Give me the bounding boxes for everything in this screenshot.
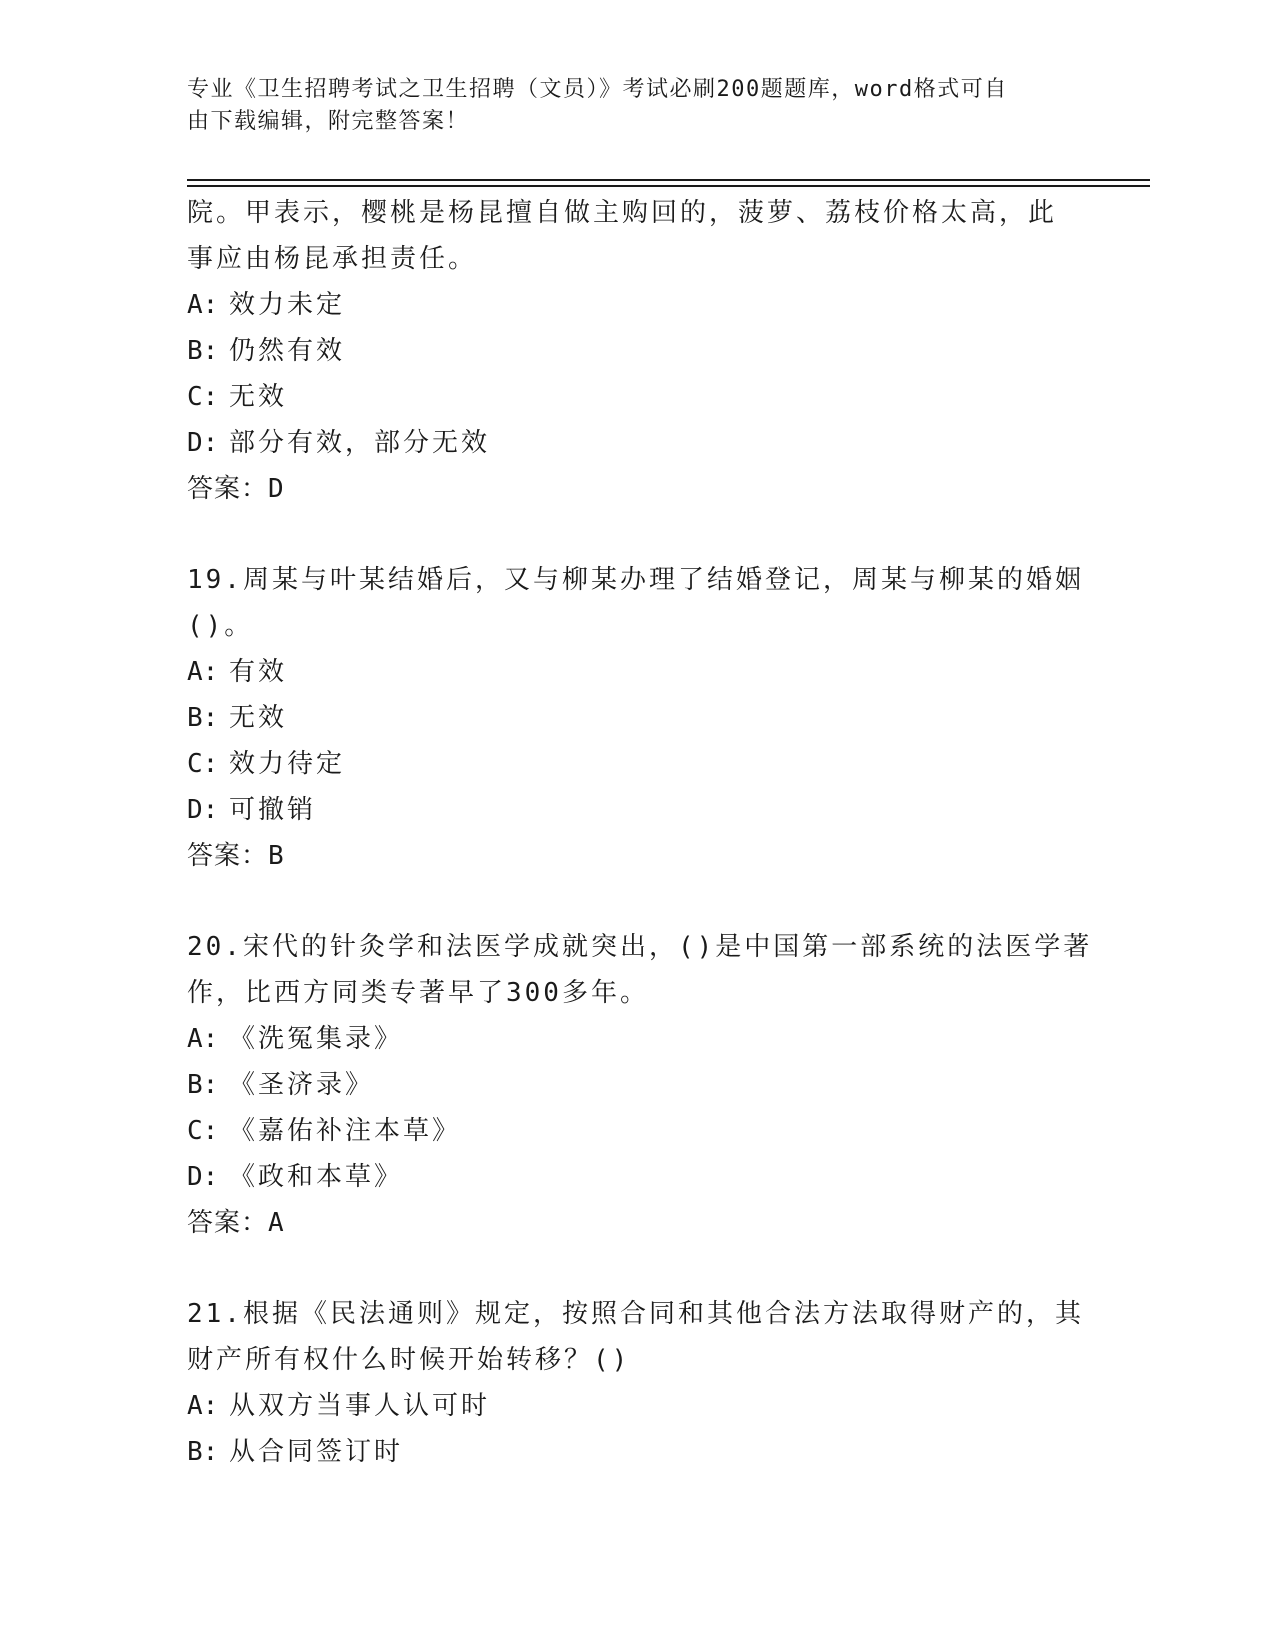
option-text: 部分有效，部分无效 (229, 428, 491, 458)
option-key: D: (187, 428, 219, 458)
question-20 (187, 924, 1093, 1246)
question-text-line: ()。 (187, 611, 254, 641)
document-body (187, 190, 1093, 1475)
answer (187, 466, 1087, 512)
question-text-line: 20.宋代的针灸学和法医学成就突出，()是中国第一部系统的法医学著 (187, 932, 1093, 962)
answer-label: 答案： (187, 841, 269, 871)
option-d (187, 787, 1087, 833)
option-text: 《嘉佑补注本草》 (229, 1116, 462, 1146)
option-key: B: (187, 336, 219, 366)
option-text: 无效 (229, 703, 288, 733)
option-key: B: (187, 703, 219, 733)
option-text: 从双方当事人认可时 (229, 1391, 491, 1421)
option-a (187, 649, 1087, 695)
answer-label: 答案： (187, 474, 269, 504)
option-key: D: (187, 795, 219, 825)
option-key: D: (187, 1162, 219, 1192)
option-text: 从合同签订时 (229, 1437, 404, 1467)
question-text-line: 21.根据《民法通则》规定，按照合同和其他合法方法取得财产的，其 (187, 1299, 1084, 1329)
option-key: A: (187, 1024, 219, 1054)
option-key: A: (187, 290, 219, 320)
option-d (187, 1154, 1087, 1200)
question-18-fragment (187, 190, 1087, 512)
option-key: C: (187, 382, 219, 412)
option-c (187, 1108, 1087, 1154)
option-text: 《洗冤集录》 (229, 1024, 404, 1054)
question-text-line: 事应由杨昆承担责任。 (187, 244, 478, 274)
option-a (187, 1016, 1087, 1062)
option-b (187, 695, 1087, 741)
option-text: 可撤销 (229, 795, 317, 825)
question-text-line: 19.周某与叶某结婚后，又与柳某办理了结婚登记，周某与柳某的婚姻 (187, 565, 1084, 595)
option-d (187, 420, 1087, 466)
option-text: 仍然有效 (229, 336, 346, 366)
option-b (187, 328, 1087, 374)
option-b (187, 1062, 1087, 1108)
option-key: C: (187, 749, 219, 779)
option-text: 《政和本草》 (229, 1162, 404, 1192)
option-c (187, 374, 1087, 420)
question-text-line: 作，比西方同类专著早了300多年。 (187, 978, 649, 1008)
option-text: 效力未定 (229, 290, 346, 320)
question-21 (187, 1291, 1087, 1475)
question-text (187, 557, 1087, 649)
option-c (187, 741, 1087, 787)
answer (187, 833, 1087, 879)
option-key: A: (187, 1391, 219, 1421)
option-text: 有效 (229, 657, 288, 687)
answer-value: B (268, 841, 285, 871)
option-a (187, 1383, 1087, 1429)
option-text: 无效 (229, 382, 288, 412)
question-text (187, 1291, 1087, 1383)
option-text: 《圣济录》 (229, 1070, 375, 1100)
question-text (187, 190, 1087, 282)
option-b (187, 1429, 1087, 1475)
option-text: 效力待定 (229, 749, 346, 779)
option-a (187, 282, 1087, 328)
option-key: A: (187, 657, 219, 687)
document-header (187, 74, 1067, 138)
question-text-line: 财产所有权什么时候开始转移？() (187, 1345, 631, 1375)
header-divider-top (187, 179, 1150, 181)
question-text (187, 924, 1093, 1016)
answer (187, 1200, 1087, 1246)
header-title-line-1: 专业《卫生招聘考试之卫生招聘（文员）》考试必刷200题题库，word格式可自 (187, 77, 1008, 102)
header-divider-bottom (187, 185, 1150, 187)
option-key: B: (187, 1070, 219, 1100)
option-key: C: (187, 1116, 219, 1146)
answer-value: D (268, 474, 285, 504)
answer-label: 答案： (187, 1208, 269, 1238)
answer-value: A (268, 1208, 285, 1238)
question-text-line: 院。甲表示，樱桃是杨昆擅自做主购回的，菠萝、荔枝价格太高，此 (187, 198, 1058, 228)
header-title-line-2: 由下载编辑，附完整答案！ (187, 109, 470, 134)
option-key: B: (187, 1437, 219, 1467)
question-19 (187, 557, 1087, 879)
